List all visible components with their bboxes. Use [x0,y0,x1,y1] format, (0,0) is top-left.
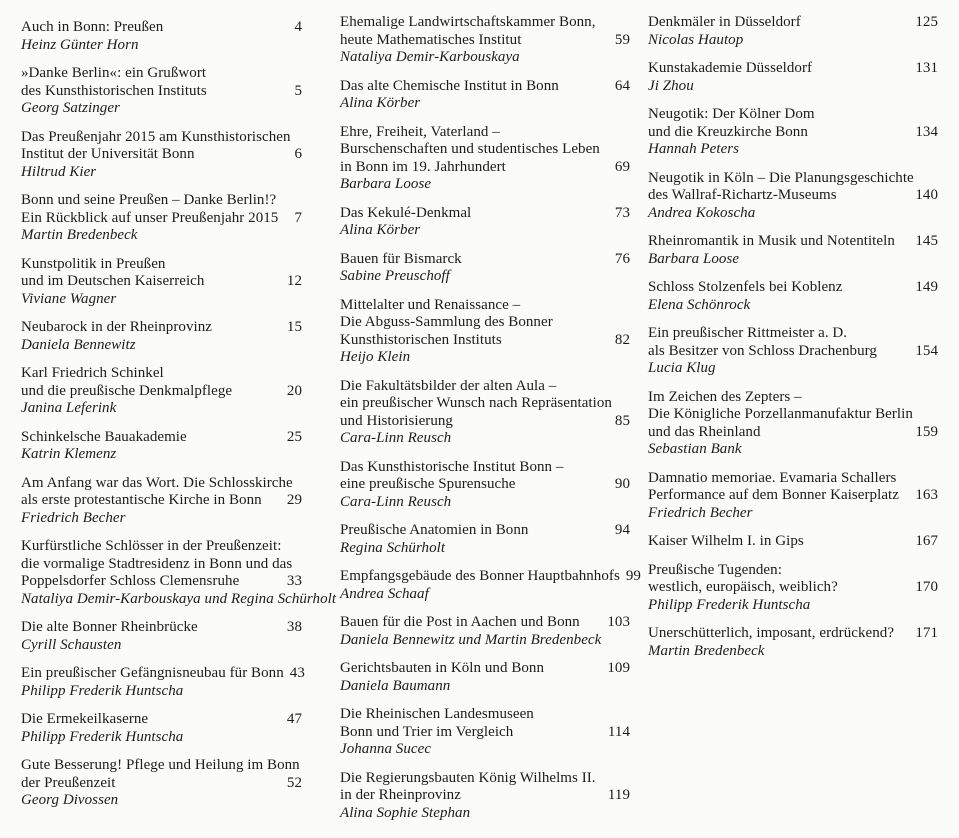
entry-title-text: als erste protestantische Kirche in Bonn [21,492,262,508]
entry-title-row [21,492,302,510]
entry-title-row [21,711,302,729]
entry-title-text: der Preußenzeit [21,774,116,791]
entry-title-text: Kunsthistorischen Instituts [340,331,502,348]
entry-author: Lucia Klug [648,360,716,376]
entry-title-row [340,660,630,678]
entry-author: Andrea Schaaf [340,585,429,602]
toc-entry [340,205,630,240]
toc-entry [648,389,938,459]
entry-title-text: Bonn und Trier im Vergleich [340,723,514,740]
entry-author: Elena Schönrock [648,296,751,313]
entry-title-row [340,413,630,431]
entry-page-number: 47 [286,711,302,727]
entry-title-row [21,573,302,591]
entry-author: Martin Bredenbeck [648,642,765,659]
entry-title-text: und das Rheinland [648,423,761,440]
entry-title-text: und im Deutschen Kaiserreich [21,273,205,289]
entry-page-number: 90 [614,476,630,492]
entry-title-row [21,665,305,683]
entry-title-text: Die alte Bonner Rheinbrücke [21,619,198,635]
entry-author: Heijo Klein [340,349,411,365]
toc-entry [340,660,630,695]
toc-entry [648,279,938,314]
entry-author: Hannah Peters [648,141,740,157]
entry-page-number: 125 [915,14,938,30]
toc-entry [21,192,302,245]
entry-title-row [340,522,630,540]
toc-entry [340,251,630,286]
toc-entry [340,568,641,603]
entry-author: Cara-Linn Reusch [340,430,452,446]
entry-title-text: Kunstakademie Düsseldorf [648,60,813,76]
entry-author: Nataliya Demir-Karbouskaya [340,49,520,65]
entry-title-text: eine preußische Spurensuche [340,476,516,492]
entry-title-text: Ehre, Freiheit, Vaterland – [340,123,500,140]
entry-page-number: 5 [294,82,302,99]
entry-title-text: Am Anfang war das Wort. Die Schlosskirche [21,474,293,491]
toc-entry [340,459,630,512]
entry-title-text: »Danke Berlin«: ein Grußwort [21,65,207,81]
entry-title-text: Die Rheinischen Landesmuseen [340,706,534,722]
entry-page-number: 170 [915,579,938,595]
entry-title-text: Damnatio memoriae. Evamaria Schallers [648,469,897,486]
toc-entry [340,770,630,823]
entry-page-number: 69 [614,158,630,175]
entry-page-number: 59 [614,31,630,48]
entry-author: Janina Leferink [21,400,117,416]
toc-entry [340,706,630,759]
entry-author: Alina Körber [340,222,421,238]
entry-page-number: 167 [915,533,938,549]
toc-entry [21,319,302,354]
toc-entry [340,78,630,113]
entry-title-row [340,251,630,269]
entry-title-text: westlich, europäisch, weiblich? [648,579,838,595]
entry-author: Hiltrud Kier [21,163,97,180]
entry-page-number: 134 [915,123,938,140]
entry-author: Barbara Loose [340,176,432,192]
entry-title-text: Poppelsdorfer Schloss Clemensruhe [21,573,240,589]
entry-title-row [340,724,630,742]
entry-title-row [21,619,302,637]
entry-title-text: Ein Rückblick auf unser Preußenjahr 2015 [21,209,279,226]
entry-title-row [340,476,630,494]
toc-column-right [648,14,938,671]
entry-page-number: 4 [294,19,302,35]
entry-title-row [340,159,630,177]
entry-title-text: als Besitzer von Schloss Drachenburg [648,342,877,359]
entry-title-row [648,60,938,78]
toc-entry [21,665,305,700]
entry-author: Ji Zhou [648,77,694,94]
entry-title-row [648,533,938,551]
entry-title-text: Gerichtsbauten in Köln und Bonn [340,660,545,676]
entry-page-number: 131 [915,60,938,76]
toc-entry [340,297,630,367]
entry-title-text: Das Kekulé-Denkmal [340,204,472,221]
toc-entry [648,562,938,615]
toc-column-middle [340,14,641,833]
entry-title-row [648,187,938,205]
entry-title-text: die vormalige Stadtresidenz in Bonn und das [21,555,293,572]
entry-title-text: Preußische Anatomien in Bonn [340,522,529,538]
entry-page-number: 38 [286,619,302,635]
toc-entry [21,757,302,810]
entry-page-number: 171 [915,625,938,641]
entry-title-row [21,19,302,37]
entry-title-text: Performance auf dem Bonner Kaiserplatz [648,487,899,503]
entry-title-row [21,83,302,101]
toc-entry [648,470,938,523]
entry-page-number: 85 [614,412,630,429]
entry-title-text: Burschenschaften und studentisches Leben [340,141,600,157]
entry-page-number: 103 [607,614,630,630]
entry-title-row [340,787,630,805]
entry-title-text: Kunstpolitik in Preußen [21,255,166,272]
entry-author: Friedrich Becher [648,504,753,521]
entry-author: Johanna Sucec [340,741,432,757]
entry-title-row [648,14,938,32]
toc-entry [21,619,302,654]
toc-entry [648,60,938,95]
toc-entry [648,14,938,49]
entry-author: Alina Sophie Stephan [340,804,471,821]
entry-author: Heinz Günter Horn [21,36,139,53]
entry-page-number: 99 [625,568,641,584]
entry-title-text: heute Mathematisches Institut [340,31,522,48]
entry-title-text: Kurfürstliche Schlösser in der Preußenzeit: [21,538,282,554]
toc-entry [648,233,938,268]
toc-entry [648,533,938,551]
entry-title-row [21,273,302,291]
toc-entry [648,625,938,660]
entry-title-text: Die Ermekeilkaserne [21,711,149,727]
entry-title-row [340,568,641,586]
entry-title-text: des Wallraf-Richartz-Museums [648,187,837,203]
entry-title-row [340,332,630,350]
entry-title-text: Im Zeichen des Zepters – [648,388,802,405]
entry-page-number: 159 [915,423,938,440]
entry-author: Daniela Bennewitz und Martin Bredenbeck [340,631,602,648]
entry-title-text: Denkmäler in Düsseldorf [648,14,801,30]
entry-title-text: in der Rheinprovinz [340,787,461,803]
entry-page-number: 64 [614,77,630,94]
entry-title-text: Rheinromantik in Musik und Notentiteln [648,233,895,249]
entry-title-text: Die Fakultätsbilder der alten Aula – [340,377,557,394]
entry-title-text: Bonn und seine Preußen – Danke Berlin!? [21,192,277,208]
entry-author: Georg Divossen [21,792,119,808]
entry-author: Katrin Klemenz [21,446,117,462]
entry-author: Nicolas Hautop [648,31,744,48]
entry-title-text: Auch in Bonn: Preußen [21,19,164,35]
entry-title-text: Mittelalter und Renaissance – [340,296,521,313]
toc-entry [340,378,630,448]
entry-author: Nataliya Demir-Karbouskaya und Regina Schürholt [21,590,337,607]
entry-title-row [21,383,302,401]
entry-author: Daniela Bennewitz [21,336,136,353]
entry-title-text: ein preußischer Wunsch nach Repräsentation [340,395,612,411]
entry-page-number: 140 [915,187,938,203]
entry-title-text: Das Preußenjahr 2015 am Kunsthistorischen [21,128,291,145]
entry-title-row [340,205,630,223]
entry-page-number: 15 [286,319,302,335]
entry-title-text: in Bonn im 19. Jahrhundert [340,158,506,175]
entry-page-number: 149 [915,279,938,295]
entry-title-text: Unerschütterlich, imposant, erdrückend? [648,625,895,641]
entry-title-text: Empfangsgebäude des Bonner Hauptbahnhofs [340,568,620,584]
entry-author: Martin Bredenbeck [21,227,138,243]
entry-title-text: Das alte Chemische Institut in Bonn [340,77,559,94]
entry-title-text: Neugotik in Köln – Die Planungsgeschichte [648,169,914,186]
entry-page-number: 20 [286,382,302,399]
entry-page-number: 82 [614,331,630,348]
toc-entry [21,65,302,118]
entry-title-row [648,625,938,643]
toc-entry [648,170,938,223]
entry-author: Philipp Frederik Huntscha [21,682,184,699]
toc-entry [21,19,302,54]
entry-page-number: 29 [286,492,302,508]
entry-title-text: Kaiser Wilhelm I. in Gips [648,533,804,549]
entry-author: Barbara Loose [648,250,740,267]
entry-title-row [648,233,938,251]
entry-title-text: Ehemalige Landwirtschaftskammer Bonn, [340,14,596,30]
entry-page-number: 12 [286,273,302,289]
entry-page-number: 43 [289,665,305,681]
entry-title-text: Bauen für Bismarck [340,250,462,267]
entry-author: Sebastian Bank [648,441,742,457]
toc-entry [340,522,630,557]
toc-entry [21,129,302,182]
entry-title-text: Ein preußischer Rittmeister a. D. [648,325,848,341]
entry-title-text: des Kunsthistorischen Instituts [21,82,207,99]
entry-title-row [21,775,302,793]
entry-author: Philipp Frederik Huntscha [21,728,184,745]
entry-page-number: 6 [294,146,302,162]
entry-title-row [21,210,302,228]
table-of-contents [21,14,938,833]
entry-title-text: Die Regierungsbauten König Wilhelms II. [340,769,596,786]
entry-title-text: Bauen für die Post in Aachen und Bonn [340,614,580,630]
entry-title-row [648,124,938,142]
toc-entry [21,711,302,746]
entry-title-row [340,78,630,96]
entry-author: Friedrich Becher [21,509,126,526]
entry-page-number: 52 [286,774,302,791]
entry-author: Regina Schürholt [340,539,446,556]
toc-entry [21,538,337,608]
entry-page-number: 76 [614,250,630,267]
toc-entry [340,614,630,649]
entry-author: Philipp Frederik Huntscha [648,596,811,613]
entry-page-number: 33 [286,573,302,589]
toc-entry [21,365,302,418]
entry-author: Daniela Baumann [340,677,451,694]
entry-author: Viviane Wagner [21,290,117,307]
entry-title-text: Gute Besserung! Pflege und Heilung im Bonn [21,757,300,773]
entry-title-row [21,319,302,337]
entry-title-row [21,146,302,164]
entry-title-text: Neubarock in der Rheinprovinz [21,319,212,335]
toc-entry [648,325,938,378]
entry-title-text: Karl Friedrich Schinkel [21,365,164,381]
entry-title-text: Die Abguss-Sammlung des Bonner [340,314,553,330]
entry-title-text: Schinkelsche Bauakademie [21,428,187,445]
entry-title-text: und die Kreuzkirche Bonn [648,123,808,140]
entry-title-row [340,32,630,50]
entry-author: Andrea Kokoscha [648,204,756,221]
toc-entry [21,256,302,309]
entry-page-number: 114 [607,723,630,740]
entry-author: Sabine Preuschoff [340,268,450,284]
entry-author: Cyrill Schausten [21,636,122,653]
entry-title-text: Das Kunsthistorische Institut Bonn – [340,458,564,475]
entry-title-text: Ein preußischer Gefängnisneubau für Bonn [21,665,284,681]
entry-author: Alina Körber [340,95,421,111]
entry-page-number: 163 [915,487,938,503]
entry-title-row [648,279,938,297]
entry-page-number: 145 [915,233,938,249]
entry-page-number: 94 [614,522,630,538]
entry-page-number: 154 [915,342,938,359]
entry-page-number: 7 [294,209,302,226]
toc-entry [340,124,630,194]
entry-page-number: 25 [286,428,302,445]
entry-title-row [648,487,938,505]
entry-title-text: Preußische Tugenden: [648,561,782,578]
entry-author: Cara-Linn Reusch [340,493,452,510]
entry-page-number: 109 [607,660,630,676]
toc-entry [21,429,302,464]
toc-entry [340,14,630,67]
toc-entry [648,106,938,159]
entry-page-number: 73 [614,204,630,221]
entry-title-text: und die preußische Denkmalpflege [21,382,233,399]
entry-title-text: und Historisierung [340,412,453,429]
entry-title-text: Neugotik: Der Kölner Dom [648,106,815,122]
entry-title-row [340,614,630,632]
entry-title-text: Institut der Universität Bonn [21,146,195,162]
toc-entry [21,475,302,528]
entry-title-row [648,579,938,597]
entry-author: Georg Satzinger [21,100,120,116]
entry-title-text: Die Königliche Porzellanmanufaktur Berlin [648,406,913,422]
entry-title-row [21,429,302,447]
toc-column-left [21,14,337,821]
entry-title-row [648,343,938,361]
entry-page-number: 119 [607,787,630,803]
entry-title-row [648,424,938,442]
entry-title-text: Schloss Stolzenfels bei Koblenz [648,279,843,295]
